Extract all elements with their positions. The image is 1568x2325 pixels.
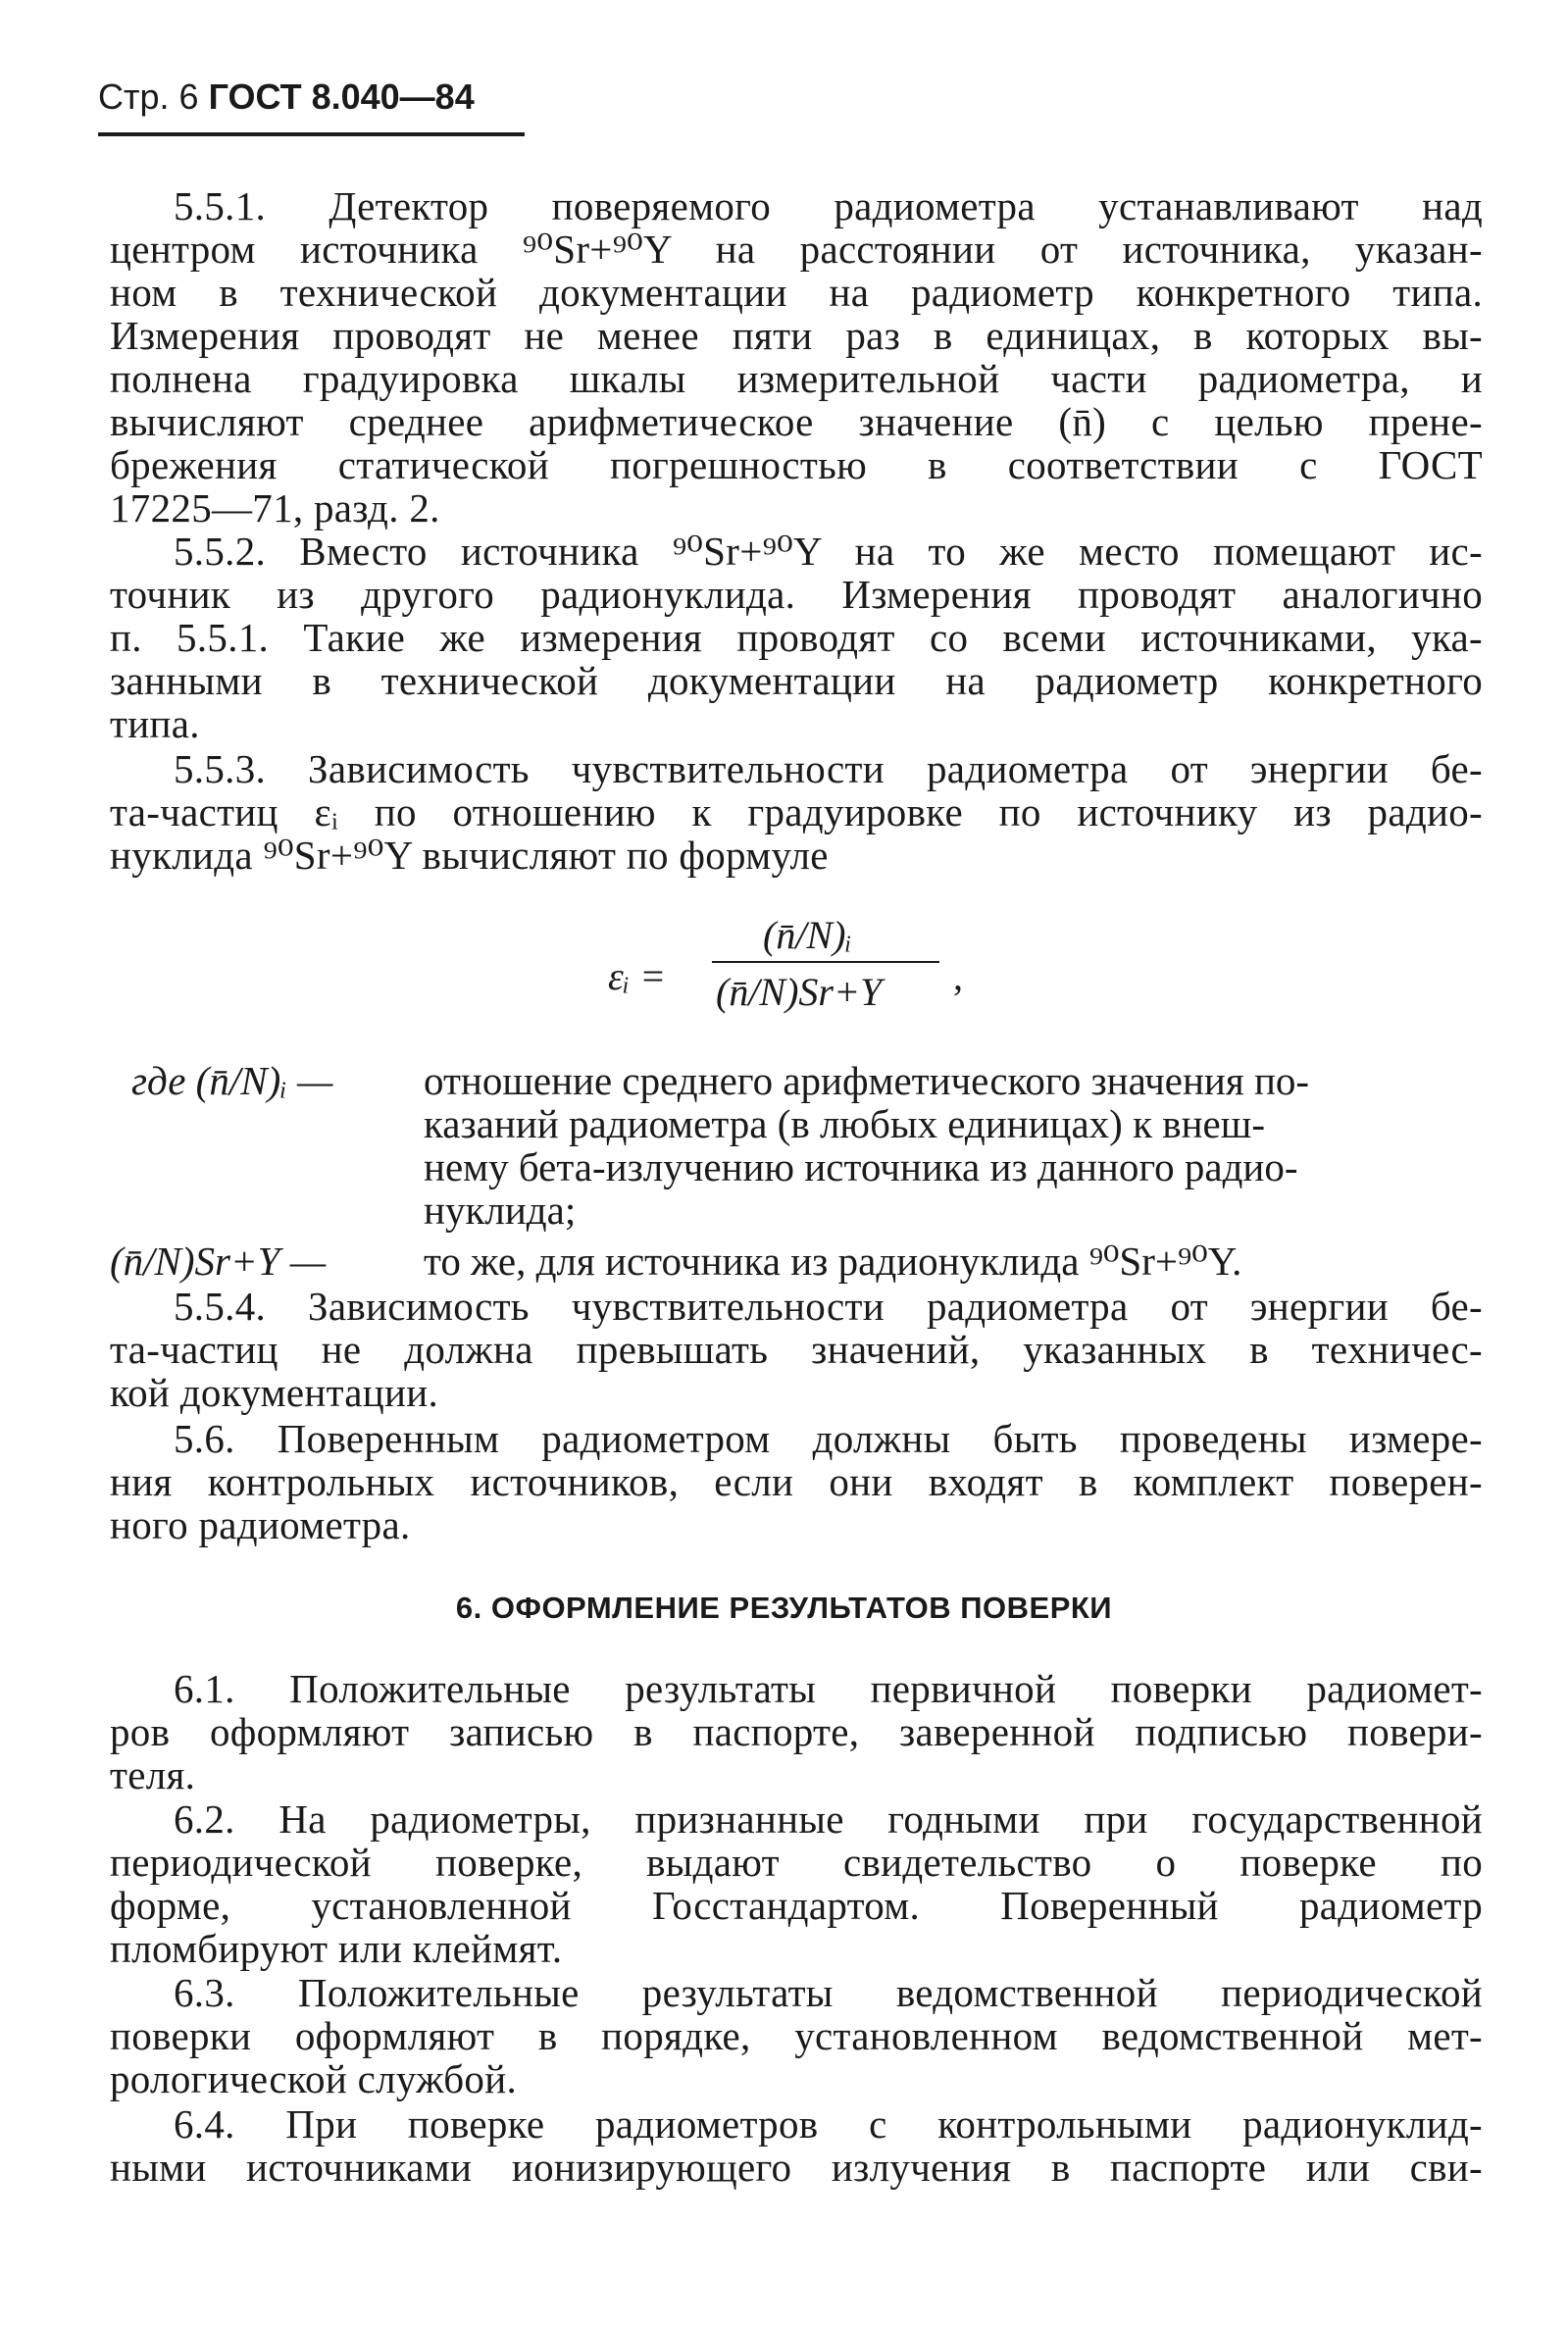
text-line: типа. xyxy=(110,701,200,746)
paragraph-6-1 xyxy=(110,1667,1483,1796)
paragraph-6-2 xyxy=(110,1797,1483,1970)
formula-lhs: εᵢ = xyxy=(608,954,667,998)
text-line: брежения статической погрешностью в соответствии с ГОСТ xyxy=(110,442,1483,487)
paragraph-5-5-3 xyxy=(110,747,1483,877)
text-line: та-частиц εᵢ по отношению к градуировке по источнику из радио- xyxy=(110,789,1483,834)
text-line: ров оформляют записью в паспорте, заверенной подписью повери- xyxy=(110,1709,1483,1754)
paragraph-6-4 xyxy=(110,2102,1483,2189)
paragraph-5-5-1 xyxy=(110,184,1483,530)
text-line: 5.6. Поверенным радиометром должны быть проведены измере- xyxy=(174,1416,1483,1461)
text-line: ния контрольных источников, если они входят в комплект поверен- xyxy=(110,1459,1483,1504)
text-line: ном в технической документации на радиометр конкретного типа. xyxy=(110,270,1483,315)
text-line: рологической службой. xyxy=(110,2056,517,2101)
text-line: 6.4. При поверке радиометров с контрольными радионуклид- xyxy=(174,2101,1483,2147)
text-line: точник из другого радионуклида. Измерения проводят аналогично xyxy=(110,572,1483,617)
text-line: пломбируют или клеймят. xyxy=(110,1926,563,1971)
text-line: теля. xyxy=(110,1752,196,1797)
formula-legend xyxy=(110,1059,1483,1294)
text-line: 5.5.4. Зависимость чувствительности радиометра от энергии бе- xyxy=(174,1284,1483,1329)
section-title: 6. ОФОРМЛЕНИЕ РЕЗУЛЬТАТОВ ПОВЕРКИ xyxy=(455,1591,1113,1625)
text-line: вычисляют среднее арифметическое значение (n̄) с целью прене- xyxy=(110,399,1483,444)
fraction-bar xyxy=(712,961,939,963)
paragraph-5-5-4 xyxy=(110,1285,1483,1414)
paragraph-5-5-2 xyxy=(110,530,1483,745)
page-number: Стр. 6 xyxy=(98,76,199,117)
paragraph-5-6 xyxy=(110,1417,1483,1546)
text-line: п. 5.5.1. Такие же измерения проводят со всеми источниками, ука- xyxy=(110,615,1483,660)
text-line: полнена градуировка шкалы измерительной части радиометра, и xyxy=(110,356,1483,401)
sensitivity-formula xyxy=(608,912,1020,1030)
text-line: 6.3. Положительные результаты ведомственной периодической xyxy=(174,1970,1483,2015)
text-line: занными в технической документации на радиометр конкретного xyxy=(110,658,1483,703)
header-rule xyxy=(98,132,525,136)
text-line: 5.5.2. Вместо источника ⁹⁰Sr+⁹⁰Y на то же место помещают ис- xyxy=(174,529,1483,574)
legend-desc-line: отношение среднего арифметического значения по- xyxy=(424,1058,1310,1103)
text-line: периодической поверке, выдают свидетельство о поверке по xyxy=(110,1840,1483,1885)
paragraph-6-3 xyxy=(110,1971,1483,2100)
text-line: 17225—71, разд. 2. xyxy=(110,485,440,531)
legend-desc-line: нему бета-излучению источника из данного радио- xyxy=(424,1144,1298,1189)
text-line: нуклида ⁹⁰Sr+⁹⁰Y вычисляют по формуле xyxy=(110,833,829,878)
text-line: 5.5.3. Зависимость чувствительности радиометра от энергии бе- xyxy=(174,746,1483,791)
text-line: Измерения проводят не менее пяти раз в единицах, в которых вы- xyxy=(110,313,1483,358)
legend-desc-line: казаний радиометра (в любых единицах) к внеш- xyxy=(424,1101,1265,1146)
text-line: 5.5.1. Детектор поверяемого радиометра устанавливают над xyxy=(174,183,1483,228)
formula-numerator: (n̄/N)ᵢ xyxy=(763,913,852,957)
text-line: форме, установленной Госстандартом. Поверенный радиометр xyxy=(110,1883,1483,1928)
formula-comma: , xyxy=(953,954,963,998)
text-line: та-частиц не должна превышать значений, указанных в техничес- xyxy=(110,1327,1483,1372)
page-header xyxy=(98,76,475,118)
legend-term-2: (n̄/N)Sr+Y — xyxy=(110,1238,327,1284)
standard-code: ГОСТ 8.040—84 xyxy=(208,76,475,117)
text-line: кой документации. xyxy=(110,1370,439,1415)
legend-desc-line: то же, для источника из радионуклида ⁹⁰Sr+⁹⁰Y. xyxy=(424,1238,1242,1284)
text-line: центром источника ⁹⁰Sr+⁹⁰Y на расстоянии от источника, указан- xyxy=(110,227,1483,272)
legend-desc-line: нуклида; xyxy=(424,1188,577,1233)
text-line: ного радиометра. xyxy=(110,1502,411,1547)
formula-denominator: (n̄/N)Sr+Y xyxy=(716,970,883,1014)
text-line: 6.1. Положительные результаты первичной поверки радиомет- xyxy=(174,1666,1483,1711)
text-line: ными источниками ионизирующего излучения в паспорте или сви- xyxy=(110,2145,1483,2190)
legend-term-1: где (n̄/N)ᵢ — xyxy=(131,1058,333,1103)
text-line: поверки оформляют в порядке, установленном ведомственной мет- xyxy=(110,2013,1483,2058)
text-line: 6.2. На радиометры, признанные годными при государственной xyxy=(174,1796,1483,1842)
